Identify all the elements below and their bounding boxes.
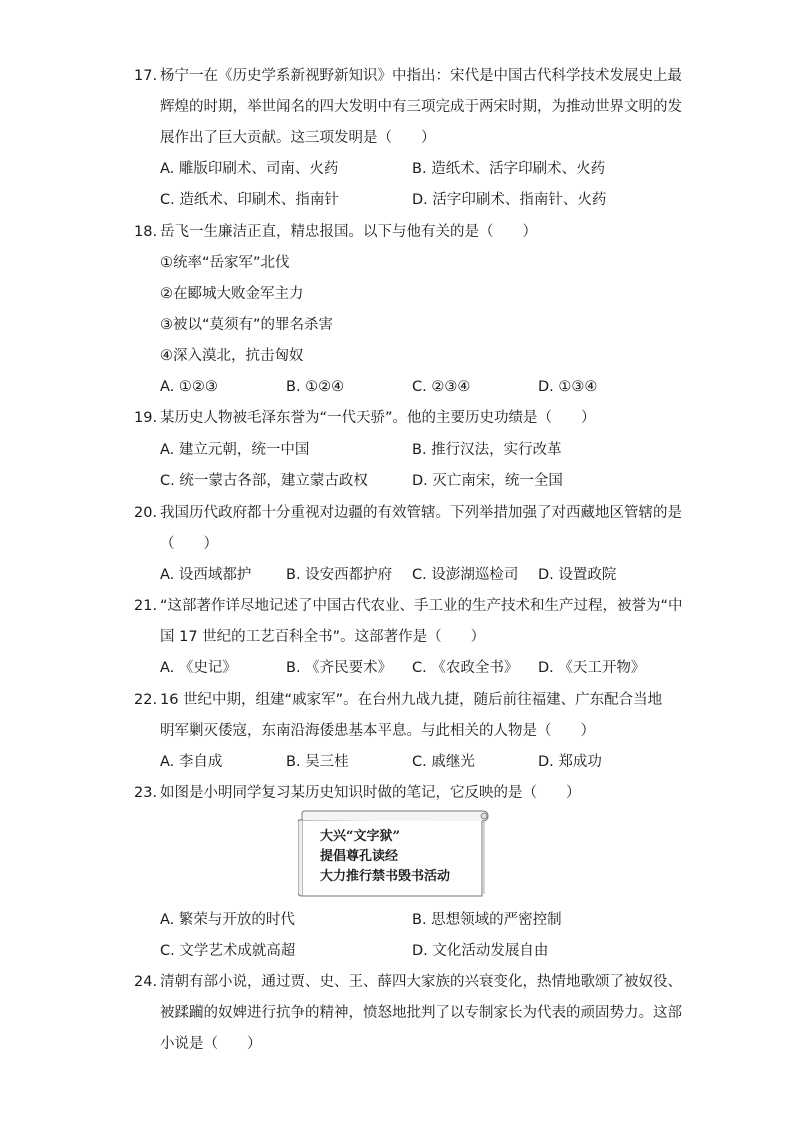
- question-text: 清朝有部小说，通过贾、史、王、薛四大家族的兴衰变化，热情地歌颂了被奴役、: [160, 974, 682, 990]
- question-text: 展作出了巨大贡献。这三项发明是（ ）: [160, 130, 436, 146]
- option-b: B. 造纸术、活字印刷术、火药: [412, 161, 606, 177]
- option-c: C. 设澎湖巡检司: [412, 567, 519, 583]
- option-d: D. 设置政院: [538, 567, 617, 583]
- note-line-2: 提倡尊孔读经: [320, 849, 399, 864]
- option-b: B. ①②④: [286, 379, 345, 395]
- question-text: “这部著作详尽地记述了中国古代农业、手工业的生产技术和生产过程，被誉为“中: [160, 598, 683, 614]
- option-d: D. 郑成功: [538, 754, 602, 770]
- option-d: D. 《天工开物》: [538, 660, 646, 676]
- option-a: A. 李自成: [160, 754, 223, 770]
- statement-4: ④深入漠北，抗击匈奴: [160, 348, 304, 364]
- option-b: B. 设安西都护府: [286, 567, 393, 583]
- question-text: 某历史人物被毛泽东誉为“一代天骄”。他的主要历史功绩是（ ）: [160, 410, 596, 426]
- option-c: C. 戚继光: [412, 754, 475, 770]
- question-number: 21.: [134, 598, 158, 614]
- option-b: B. 思想领域的严密控制: [412, 912, 562, 928]
- option-c: C. 统一蒙古各部，建立蒙古政权: [160, 473, 368, 489]
- question-text: 我国历代政府都十分重视对边疆的有效管辖。下列举措加强了对西藏地区管辖的是: [160, 505, 682, 521]
- question-text: 被蹂躏的奴婢进行抗争的精神，愤怒地批判了以专制家长为代表的顽固势力。这部: [160, 1005, 682, 1021]
- question-text: 16 世纪中期，组建“戚家军”。在台州九战九捷，随后前往福建、广东配合当地: [160, 692, 663, 708]
- question-text: 明军剿灭倭寇，东南沿海倭患基本平息。与此相关的人物是（ ）: [160, 723, 595, 739]
- option-d: D. 灭亡南宋，统一全国: [412, 473, 563, 489]
- question-text: （ ）: [160, 536, 218, 552]
- option-c: C. 《农政全书》: [412, 660, 519, 676]
- statement-2: ②在郾城大败金军主力: [160, 286, 304, 302]
- option-a: A. 《史记》: [160, 660, 237, 676]
- option-b: B. 《齐民要术》: [286, 660, 393, 676]
- option-d: D. 活字印刷术、指南针、火药: [412, 192, 607, 208]
- option-a: A. 繁荣与开放的时代: [160, 912, 295, 928]
- question-text: 如图是小明同学复习某历史知识时做的笔记，它反映的是（ ）: [160, 785, 581, 801]
- option-a: A. ①②③: [160, 379, 218, 395]
- question-number: 19.: [134, 410, 158, 426]
- question-number: 23.: [134, 785, 158, 801]
- option-c: C. ②③④: [412, 379, 471, 395]
- question-text: 小说是（ ）: [160, 1036, 262, 1052]
- question-number: 22.: [134, 692, 158, 708]
- question-number: 20.: [134, 505, 158, 521]
- scroll-note-figure: [298, 810, 492, 898]
- question-text: 杨宁一在《历史学系新视野新知识》中指出：宋代是中国古代科学技术发展史上最: [160, 68, 682, 84]
- question-text: 岳飞一生廉洁正直，精忠报国。以下与他有关的是（ ）: [160, 224, 537, 240]
- statement-3: ③被以“莫须有”的罪名杀害: [160, 317, 334, 333]
- question-number: 24.: [134, 974, 158, 990]
- question-text: 辉煌的时期，举世闻名的四大发明中有三项完成于两宋时期，为推动世界文明的发: [160, 99, 682, 115]
- option-a: A. 雕版印刷术、司南、火药: [160, 161, 339, 177]
- question-text: 国 17 世纪的工艺百科全书”。这部著作是（ ）: [160, 629, 486, 645]
- note-line-1: 大兴“文字狱”: [320, 829, 400, 844]
- note-line-3: 大力推行禁书毁书活动: [320, 869, 451, 884]
- statement-1: ①统率“岳家军”北伐: [160, 255, 290, 271]
- option-d: D. ①③④: [538, 379, 598, 395]
- option-c: C. 造纸术、印刷术、指南针: [160, 192, 339, 208]
- option-c: C. 文学艺术成就高超: [160, 943, 296, 959]
- option-b: B. 吴三桂: [286, 754, 349, 770]
- question-number: 18.: [134, 224, 158, 240]
- option-a: A. 建立元朝，统一中国: [160, 442, 310, 458]
- option-a: A. 设西域都护: [160, 567, 252, 583]
- option-d: D. 文化活动发展自由: [412, 943, 549, 959]
- question-number: 17.: [134, 68, 158, 84]
- option-b: B. 推行汉法，实行改革: [412, 442, 562, 458]
